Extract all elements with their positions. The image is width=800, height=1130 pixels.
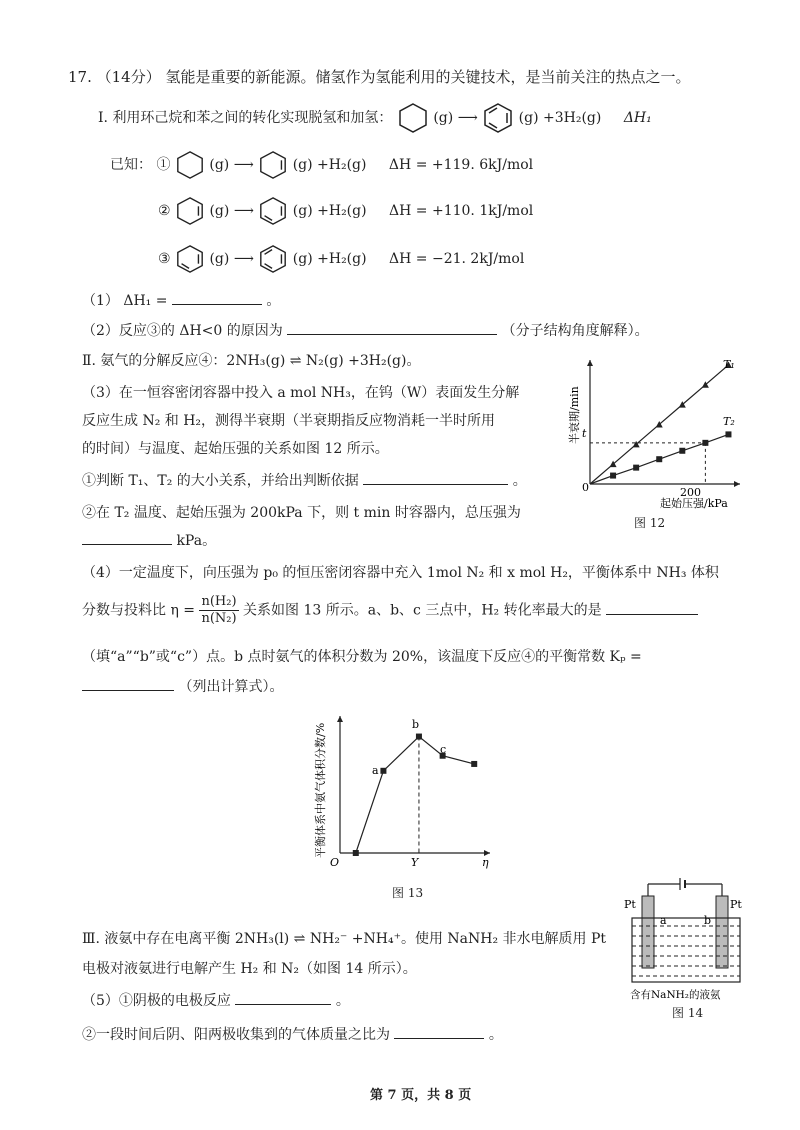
page-number: 第 7 页，共 8 页 <box>370 1088 472 1103</box>
q3-line2: 反应生成 N₂ 和 H₂，测得半衰期（半衰期指反应物消耗一半时所用 <box>82 413 496 429</box>
q3-sub1 <box>82 470 527 490</box>
q1-answer-blank[interactable] <box>172 290 262 305</box>
known-rxn-1 <box>110 150 533 180</box>
rxn2-number: ② <box>158 203 171 219</box>
fig12-xlabel: 起始压强/kPa <box>660 497 728 510</box>
q5-sub1 <box>82 990 350 1010</box>
q2-answer-blank[interactable] <box>287 320 497 335</box>
rxn2-dh: ΔH = +110. 1kJ/mol <box>389 203 534 219</box>
main-rxn-phase1: (g) <box>433 110 454 126</box>
eta-denominator: n(N₂) <box>201 611 237 626</box>
fig12-series-2-point <box>679 448 685 454</box>
q3-sub2: ②在 T₂ 温度、起始压强为 200kPa 下，则 t min 时容器内，总压强为 <box>82 505 521 521</box>
arrow-icon: ⟶ <box>457 110 478 126</box>
q5-sub1-suffix: 。 <box>335 993 350 1009</box>
fig12-caption: 图 12 <box>634 516 666 530</box>
rxn2-phase2: (g) +H₂(g) <box>292 203 367 219</box>
q5-sub2 <box>82 1024 503 1044</box>
q3-sub1-suffix: 。 <box>512 473 527 489</box>
fig13-point-a <box>380 768 386 774</box>
cyclohexane-structure <box>397 102 429 134</box>
q5-sub2-prompt: ②一段时间后阴、阳两极收集到的气体质量之比为 <box>82 1027 390 1043</box>
fig13-origin: O <box>330 856 340 869</box>
main-rxn-phase2: (g) +3H₂(g) <box>518 110 602 126</box>
q3-sub1-answer-blank[interactable] <box>363 470 508 485</box>
arrow-icon: ⟶ <box>233 203 254 219</box>
fig12-series-2-point <box>656 456 662 462</box>
fig12-series-2-point <box>610 473 616 479</box>
question-intro: 氢能是重要的新能源。储氢作为氢能利用的关键技术，是当前关注的热点之一。 <box>165 68 691 86</box>
electrode-b <box>716 896 728 968</box>
solution-label: 含有NaNH₂的液氨 <box>630 989 721 1001</box>
rxn3-dh: ΔH = −21. 2kJ/mol <box>389 251 525 267</box>
cyclohexene-structure <box>258 150 288 180</box>
question-header <box>68 66 691 87</box>
q4-line3: （填“a”“b”或“c”）点。b 点时氨气的体积分数为 20%，该温度下反应④的平衡常数 Kₚ = <box>82 649 642 665</box>
q3-sub1-prompt: ①判断 T₁、T₂ 的大小关系，并给出判断依据 <box>82 473 359 489</box>
question-number: 17. <box>68 68 92 86</box>
fig13-caption: 图 13 <box>392 886 424 900</box>
figure-13-chart <box>310 708 510 878</box>
figure-12-chart <box>560 352 760 532</box>
fig12-series-2-point <box>633 465 639 471</box>
q1-suffix: 。 <box>266 293 281 309</box>
part1-main-reaction <box>98 102 652 134</box>
fig12-series1-label: T₁ <box>723 358 735 371</box>
q4-line4-suffix: （列出计算式）。 <box>178 679 284 695</box>
q3-sub2-answer <box>82 530 216 550</box>
q3-sub2-suffix: kPa。 <box>176 533 217 549</box>
rxn1-phase2: (g) +H₂(g) <box>292 157 367 173</box>
q3-sub2-answer-blank[interactable] <box>82 530 172 545</box>
part3-line1: Ⅲ. 液氨中存在电离平衡 2NH₃(l) ⇌ NH₂⁻ +NH₄⁺。使用 NaNH₂ 非水电解质用 Pt <box>82 931 607 947</box>
fig13-point <box>471 761 477 767</box>
fig12-xtick: 200 <box>680 486 701 499</box>
rxn3-phase2: (g) +H₂(g) <box>292 251 367 267</box>
fig13-point-c-label: c <box>440 743 447 756</box>
part2-header <box>82 350 420 370</box>
fig13-series-line <box>356 737 474 853</box>
part2-text: 氨气的分解反应④：2NH₃(g) ⇌ N₂(g) +3H₂(g)。 <box>100 353 421 369</box>
figure-14-electrolysis-diagram <box>622 870 750 1010</box>
pt-right-label: Pt <box>730 898 742 911</box>
fig14-caption: 图 14 <box>672 1006 704 1020</box>
q4-line1: （4）一定温度下，向压强为 p₀ 的恒压密闭容器中充入 1mol N₂ 和 x mol H₂，平衡体系中 NH₃ 体积 <box>82 565 719 581</box>
q3-line3: 的时间）与温度、起始压强的关系如图 12 所示。 <box>82 441 389 457</box>
fig13-point-a-label: a <box>372 764 379 777</box>
known-rxn-3 <box>158 244 524 274</box>
q1 <box>82 290 280 310</box>
fig13-xtick-y: Y <box>411 856 419 869</box>
fig13-ylabel: 平衡体系中氨气体积分数/% <box>314 722 327 858</box>
q4-answer-blank-1[interactable] <box>606 600 698 615</box>
q5-sub1-prompt: （5）①阴极的电极反应 <box>82 993 231 1009</box>
cyclohexadiene-structure <box>258 196 288 226</box>
q4-line2-suffix: 关系如图 13 所示。a、b、c 三点中，H₂ 转化率最大的是 <box>243 602 602 619</box>
question-score: （14分） <box>96 68 161 86</box>
q5-sub2-suffix: 。 <box>488 1027 503 1043</box>
q2-suffix: （分子结构角度解释）。 <box>501 323 649 339</box>
fig12-series-2-point <box>725 431 731 437</box>
fig12-series-2-point <box>702 440 708 446</box>
benzene-structure <box>258 244 288 274</box>
part2-label: Ⅱ. <box>82 353 96 369</box>
q5-sub1-answer-blank[interactable] <box>235 990 331 1005</box>
rxn1-number: ① <box>156 157 171 173</box>
eta-fraction <box>199 594 238 627</box>
cyclohexadiene-structure <box>175 244 205 274</box>
rxn3-number: ③ <box>158 251 171 267</box>
known-label: 已知： <box>110 157 152 173</box>
fig12-origin: 0 <box>582 481 589 494</box>
fig12-ytick-t: t <box>582 427 587 440</box>
rxn2-phase1: (g) <box>209 203 230 219</box>
q2-prompt: （2）反应③的 ΔH<0 的原因为 <box>82 323 283 339</box>
electrode-a-label: a <box>660 914 667 927</box>
rxn1-dh: ΔH = +119. 6kJ/mol <box>388 157 534 173</box>
benzene-structure <box>482 102 514 134</box>
electrode-b-label: b <box>704 914 712 927</box>
pt-left-label: Pt <box>624 898 636 911</box>
q2 <box>82 320 649 340</box>
q4-line2-prefix: 分数与投料比 η = <box>82 602 196 619</box>
part3-line2: 电极对液氨进行电解产生 H₂ 和 N₂（如图 14 所示）。 <box>82 961 417 977</box>
fig13-xlabel: η <box>482 856 489 869</box>
q4-line4 <box>82 676 283 696</box>
q5-sub2-answer-blank[interactable] <box>394 1024 484 1039</box>
main-rxn-dh: ΔH₁ <box>623 110 652 126</box>
fig13-point <box>353 850 359 856</box>
arrow-icon: ⟶ <box>233 251 254 267</box>
rxn3-phase1: (g) <box>209 251 230 267</box>
rxn1-phase1: (g) <box>209 157 230 173</box>
part1-text: 利用环己烷和苯之间的转化实现脱氢和加氢： <box>112 110 393 126</box>
q3-line1: （3）在一恒容密闭容器中投入 a mol NH₃，在钨（W）表面发生分解 <box>82 385 520 401</box>
q4-line2 <box>82 594 698 627</box>
cyclohexene-structure <box>175 196 205 226</box>
fig13-point-b-label: b <box>412 718 420 731</box>
fig13-point-b <box>416 734 422 740</box>
cyclohexane-structure <box>175 150 205 180</box>
part1-label: Ⅰ. <box>98 110 108 126</box>
fig12-series2-label: T₂ <box>723 415 735 428</box>
electrode-a <box>642 896 654 968</box>
arrow-icon: ⟶ <box>233 157 254 173</box>
q1-prompt: （1） ΔH₁ = <box>82 293 168 309</box>
fig12-ylabel: 半衰期/min <box>568 386 581 444</box>
q4-answer-blank-2[interactable] <box>82 676 174 691</box>
known-rxn-2 <box>158 196 533 226</box>
eta-numerator: n(H₂) <box>201 594 237 609</box>
